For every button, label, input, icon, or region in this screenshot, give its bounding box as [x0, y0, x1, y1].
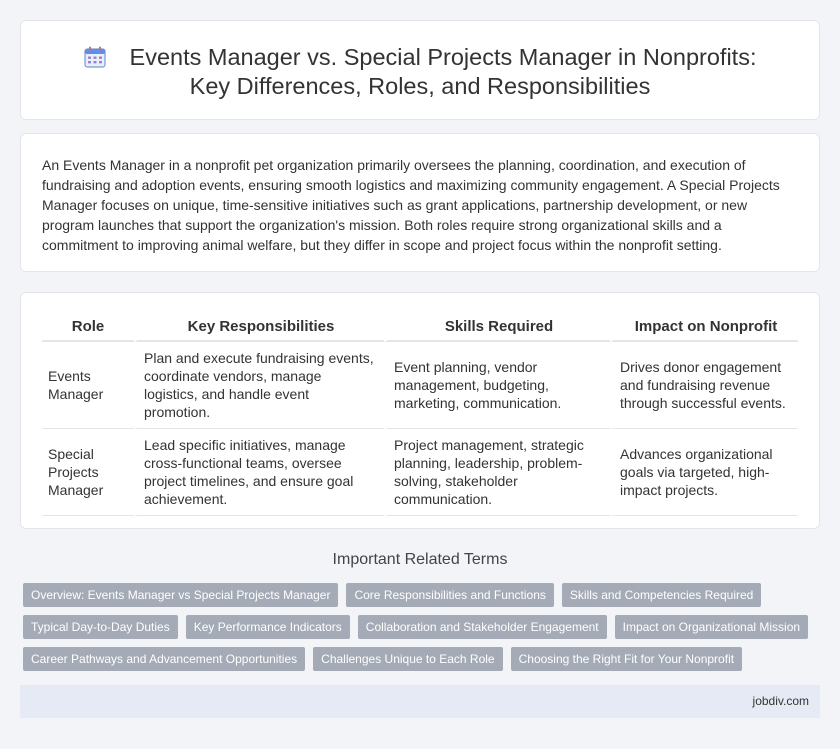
cell-role: Events Manager	[42, 342, 134, 429]
related-term-tag[interactable]: Impact on Organizational Mission	[615, 615, 808, 639]
related-term-tag[interactable]: Core Responsibilities and Functions	[346, 583, 553, 607]
related-term-tag[interactable]: Collaboration and Stakeholder Engagement	[358, 615, 607, 639]
page-title-wrap	[61, 43, 779, 101]
related-terms-heading: Important Related Terms	[332, 551, 508, 568]
cell-skills: Event planning, vendor management, budgeting, marketing, communication.	[384, 342, 610, 429]
header-card	[20, 20, 820, 120]
comparison-table	[42, 315, 798, 516]
cell-responsibilities: Plan and execute fundraising events, coordinate vendors, manage logistics, and handle event promotion.	[134, 342, 384, 429]
related-term-tag[interactable]: Career Pathways and Advancement Opportunities	[23, 647, 305, 671]
cell-impact: Drives donor engagement and fundraising revenue through successful events.	[610, 342, 798, 429]
related-term-tag[interactable]: Typical Day-to-Day Duties	[23, 615, 178, 639]
intro-paragraph: An Events Manager in a nonprofit pet organization primarily oversees the planning, coordination, and execution of fundraising and adoption events, ensuring smooth logistics and maximizing community engagement. A Special Projects Manager focuses on unique, time-sensitive initiatives such as grant applications, partnership development, or new program launches that support the organization's mission. Both roles require strong organizational skills and a commitment to improving animal welfare, but they differ in scope and project focus within the nonprofit setting.	[42, 157, 780, 253]
page-title: Events Manager vs. Special Projects Manager in Nonprofits: Key Differences, Roles, and Responsibilities	[129, 44, 757, 99]
calendar-icon	[84, 46, 106, 68]
related-terms-list	[23, 583, 813, 671]
related-term-tag[interactable]: Choosing the Right Fit for Your Nonprofit	[511, 647, 742, 671]
related-term-tag[interactable]: Challenges Unique to Each Role	[313, 647, 502, 671]
table-row	[42, 429, 798, 516]
header-impact: Impact on Nonprofit	[610, 315, 798, 342]
footer-site-link[interactable]: jobdiv.com	[752, 694, 809, 708]
intro-card	[20, 133, 820, 272]
cell-responsibilities: Lead specific initiatives, manage cross-functional teams, oversee project timelines, and ensure goal achievement.	[134, 429, 384, 516]
related-term-tag[interactable]: Key Performance Indicators	[186, 615, 350, 639]
header-role: Role	[42, 315, 134, 342]
cell-skills: Project management, strategic planning, leadership, problem-solving, stakeholder communication.	[384, 429, 610, 516]
cell-impact: Advances organizational goals via targeted, high-impact projects.	[610, 429, 798, 516]
cell-role: Special Projects Manager	[42, 429, 134, 516]
related-term-tag[interactable]: Skills and Competencies Required	[562, 583, 761, 607]
related-term-tag[interactable]: Overview: Events Manager vs Special Projects Manager	[23, 583, 338, 607]
table-header-row	[42, 315, 798, 342]
table-row	[42, 342, 798, 429]
header-skills: Skills Required	[384, 315, 610, 342]
comparison-table-card	[20, 292, 820, 529]
header-responsibilities: Key Responsibilities	[134, 315, 384, 342]
footer-bar	[20, 685, 820, 718]
